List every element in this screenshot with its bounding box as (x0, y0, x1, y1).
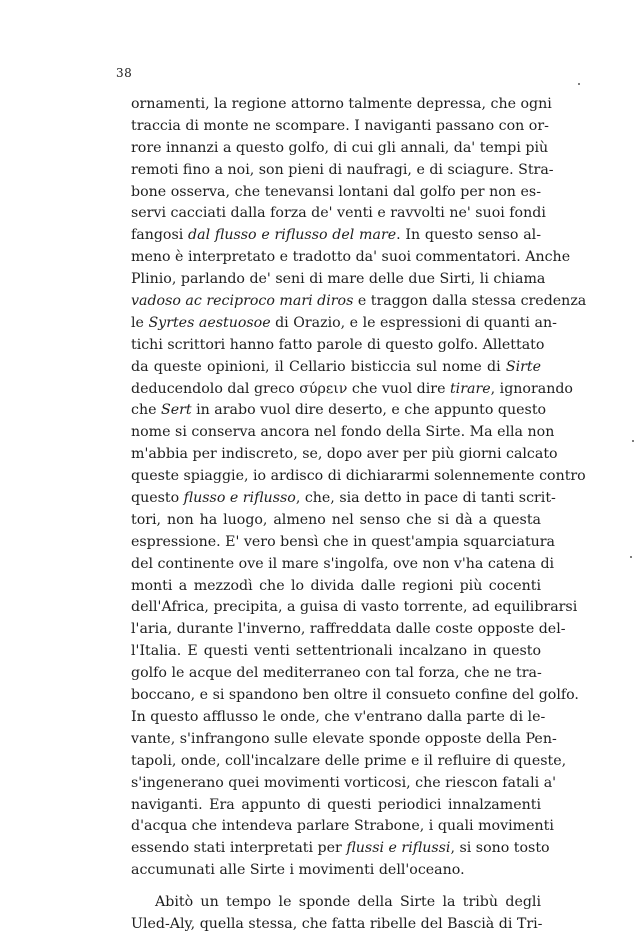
text-line (131, 203, 546, 225)
text-line (131, 225, 541, 247)
text-run: questo (131, 490, 184, 507)
text-line (131, 576, 541, 598)
text-run: servi cacciati dalla forza de' venti e ravvolti ne' suoi fondi (131, 205, 546, 222)
text-line (131, 914, 541, 936)
text-run: , ignorando (490, 380, 573, 397)
text-line (131, 444, 558, 466)
text-run: tichi scrittori hanno fatto parole di questo golfo. Allettato (131, 336, 545, 353)
text-run: nome si conserva ancora nel fondo della Sirte. Ma ella non (131, 424, 555, 441)
text-run: tapoli, onde, coll'incalzare delle prime e il refluire di queste, (131, 752, 567, 769)
text-run: di Orazio, e le espressioni di quanti an- (270, 314, 557, 331)
text-run: golfo le acque del mediterraneo con tal forza, che ne tra- (131, 665, 542, 682)
text-run: dell'Africa, precipita, a guisa di vasto torrente, ad equilibrarsi (131, 599, 578, 616)
text-line (131, 116, 549, 138)
italic-phrase: vadoso ac reciproco mari diros (131, 293, 354, 310)
text-line (131, 182, 541, 204)
text-run: s'ingenerano quei movimenti vorticosi, che riescon fatali a' (131, 774, 557, 791)
text-line (131, 94, 552, 116)
text-run: del continente ove il mare s'ingolfa, ove non v'ha catena di (131, 555, 555, 572)
text-line (131, 488, 556, 510)
italic-phrase: flussi e riflussi (346, 840, 451, 857)
text-run: tori, non ha luogo, almeno nel senso che si dà a questa (131, 511, 541, 528)
italic-phrase: flusso e riflusso (183, 490, 296, 507)
text-run: in arabo vuol dire deserto, e che appunto questo (191, 402, 547, 419)
text-run: deducendolo dal greco σύρειν che vuol dire (131, 380, 450, 397)
text-run: Uled-Aly, quella stessa, che fatta ribelle del Bascià di Tri- (131, 915, 543, 932)
text-line (131, 357, 541, 379)
text-run: In questo afflusso le onde, che v'entrano dalla parte di le- (131, 708, 546, 725)
text-line (131, 466, 586, 488)
italic-phrase: dal flusso e riflusso del mare (188, 227, 397, 244)
paper-speck (632, 440, 634, 442)
paper-speck (578, 83, 580, 85)
text-run: traccia di monte ne scompare. I naviganti passano con or- (131, 117, 549, 134)
text-run: boccano, e si spandono ben oltre il consueto confine del golfo. (131, 687, 579, 704)
text-line (131, 138, 549, 160)
text-line (131, 619, 566, 641)
text-line (131, 838, 550, 860)
text-line (131, 422, 555, 444)
text-run: ornamenti, la regione attorno talmente depressa, che ogni (131, 96, 552, 112)
italic-phrase: Syrtes aestuosoe (148, 314, 271, 331)
text-run: e traggon dalla stessa credenza (353, 293, 587, 310)
text-run: che (131, 402, 161, 419)
text-line (131, 707, 546, 729)
text-line (131, 379, 573, 401)
text-line (131, 641, 541, 663)
text-run: remoti fino a noi, son pieni di naufragi, e di sciagure. Stra- (131, 161, 554, 178)
text-line (131, 291, 587, 313)
text-run: Abitò un tempo le sponde della Sirte la tribù degli (155, 894, 541, 911)
text-line (131, 269, 546, 291)
text-run: naviganti. Era appunto di questi periodici innalzamenti (131, 796, 541, 813)
text-run: m'abbia per indiscreto, se, dopo aver per più giorni calcato (131, 446, 558, 463)
text-run: espressione. E' vero bensì che in quest'ampia squarciatura (131, 533, 556, 550)
text-line (131, 247, 571, 269)
body-text (131, 94, 587, 936)
page-number: 38 (116, 66, 133, 80)
text-run: d'acqua che intendeva parlare Strabone, i quali movimenti (131, 818, 554, 835)
text-run: l'aria, durante l'inverno, raffreddata dalle coste opposte del- (131, 621, 566, 638)
text-run: meno è interpretato e tradotto da' suoi commentatori. Anche (131, 249, 571, 266)
text-line (131, 400, 547, 422)
text-line (131, 510, 541, 532)
text-run: bone osserva, che tenevansi lontani dal golfo per non es- (131, 183, 541, 200)
text-run: essendo stati interpretati per (131, 840, 347, 857)
paragraph-gap (131, 882, 541, 892)
text-run: rore innanzi a questo golfo, di cui gli annali, da' tempi più (131, 139, 549, 156)
italic-phrase: tirare (449, 380, 491, 397)
text-line (131, 160, 554, 182)
paper-speck (630, 556, 632, 558)
text-line (131, 795, 541, 817)
text-line (131, 335, 545, 357)
text-run: le (131, 314, 149, 331)
text-run: l'Italia. E questi venti settentrionali incalzano in questo (131, 643, 541, 660)
text-line (131, 729, 557, 751)
text-run: , si sono tosto (450, 840, 550, 857)
text-line (131, 532, 556, 554)
text-run: , che, sia detto in pace di tanti scrit- (295, 490, 556, 507)
text-line (131, 751, 567, 773)
text-line (131, 685, 579, 707)
text-line (131, 860, 541, 882)
text-run: accumunati alle Sirte i movimenti dell'oceano. (131, 862, 465, 879)
text-line (131, 597, 578, 619)
text-run: vante, s'infrangono sulle elevate sponde opposte della Pen- (131, 730, 557, 747)
text-run: Plinio, parlando de' seni di mare delle due Sirti, li chiama (131, 271, 546, 288)
text-line (131, 816, 554, 838)
text-run: monti a mezzodì che lo divida dalle regioni più cocenti (131, 577, 541, 594)
text-line (131, 554, 555, 576)
text-run: da queste opinioni, il Cellario bisticcia sul nome di (131, 358, 506, 375)
text-run: queste spiaggie, io ardisco di dichiararmi solennemente contro (131, 468, 586, 485)
text-run: fangosi (131, 227, 189, 244)
italic-phrase: Sert (161, 402, 192, 419)
text-line (131, 313, 557, 335)
text-line (131, 773, 557, 795)
italic-phrase: Sirte (505, 358, 541, 375)
text-run: . In questo senso al- (396, 227, 541, 244)
text-line (131, 663, 541, 685)
text-line (131, 892, 541, 914)
